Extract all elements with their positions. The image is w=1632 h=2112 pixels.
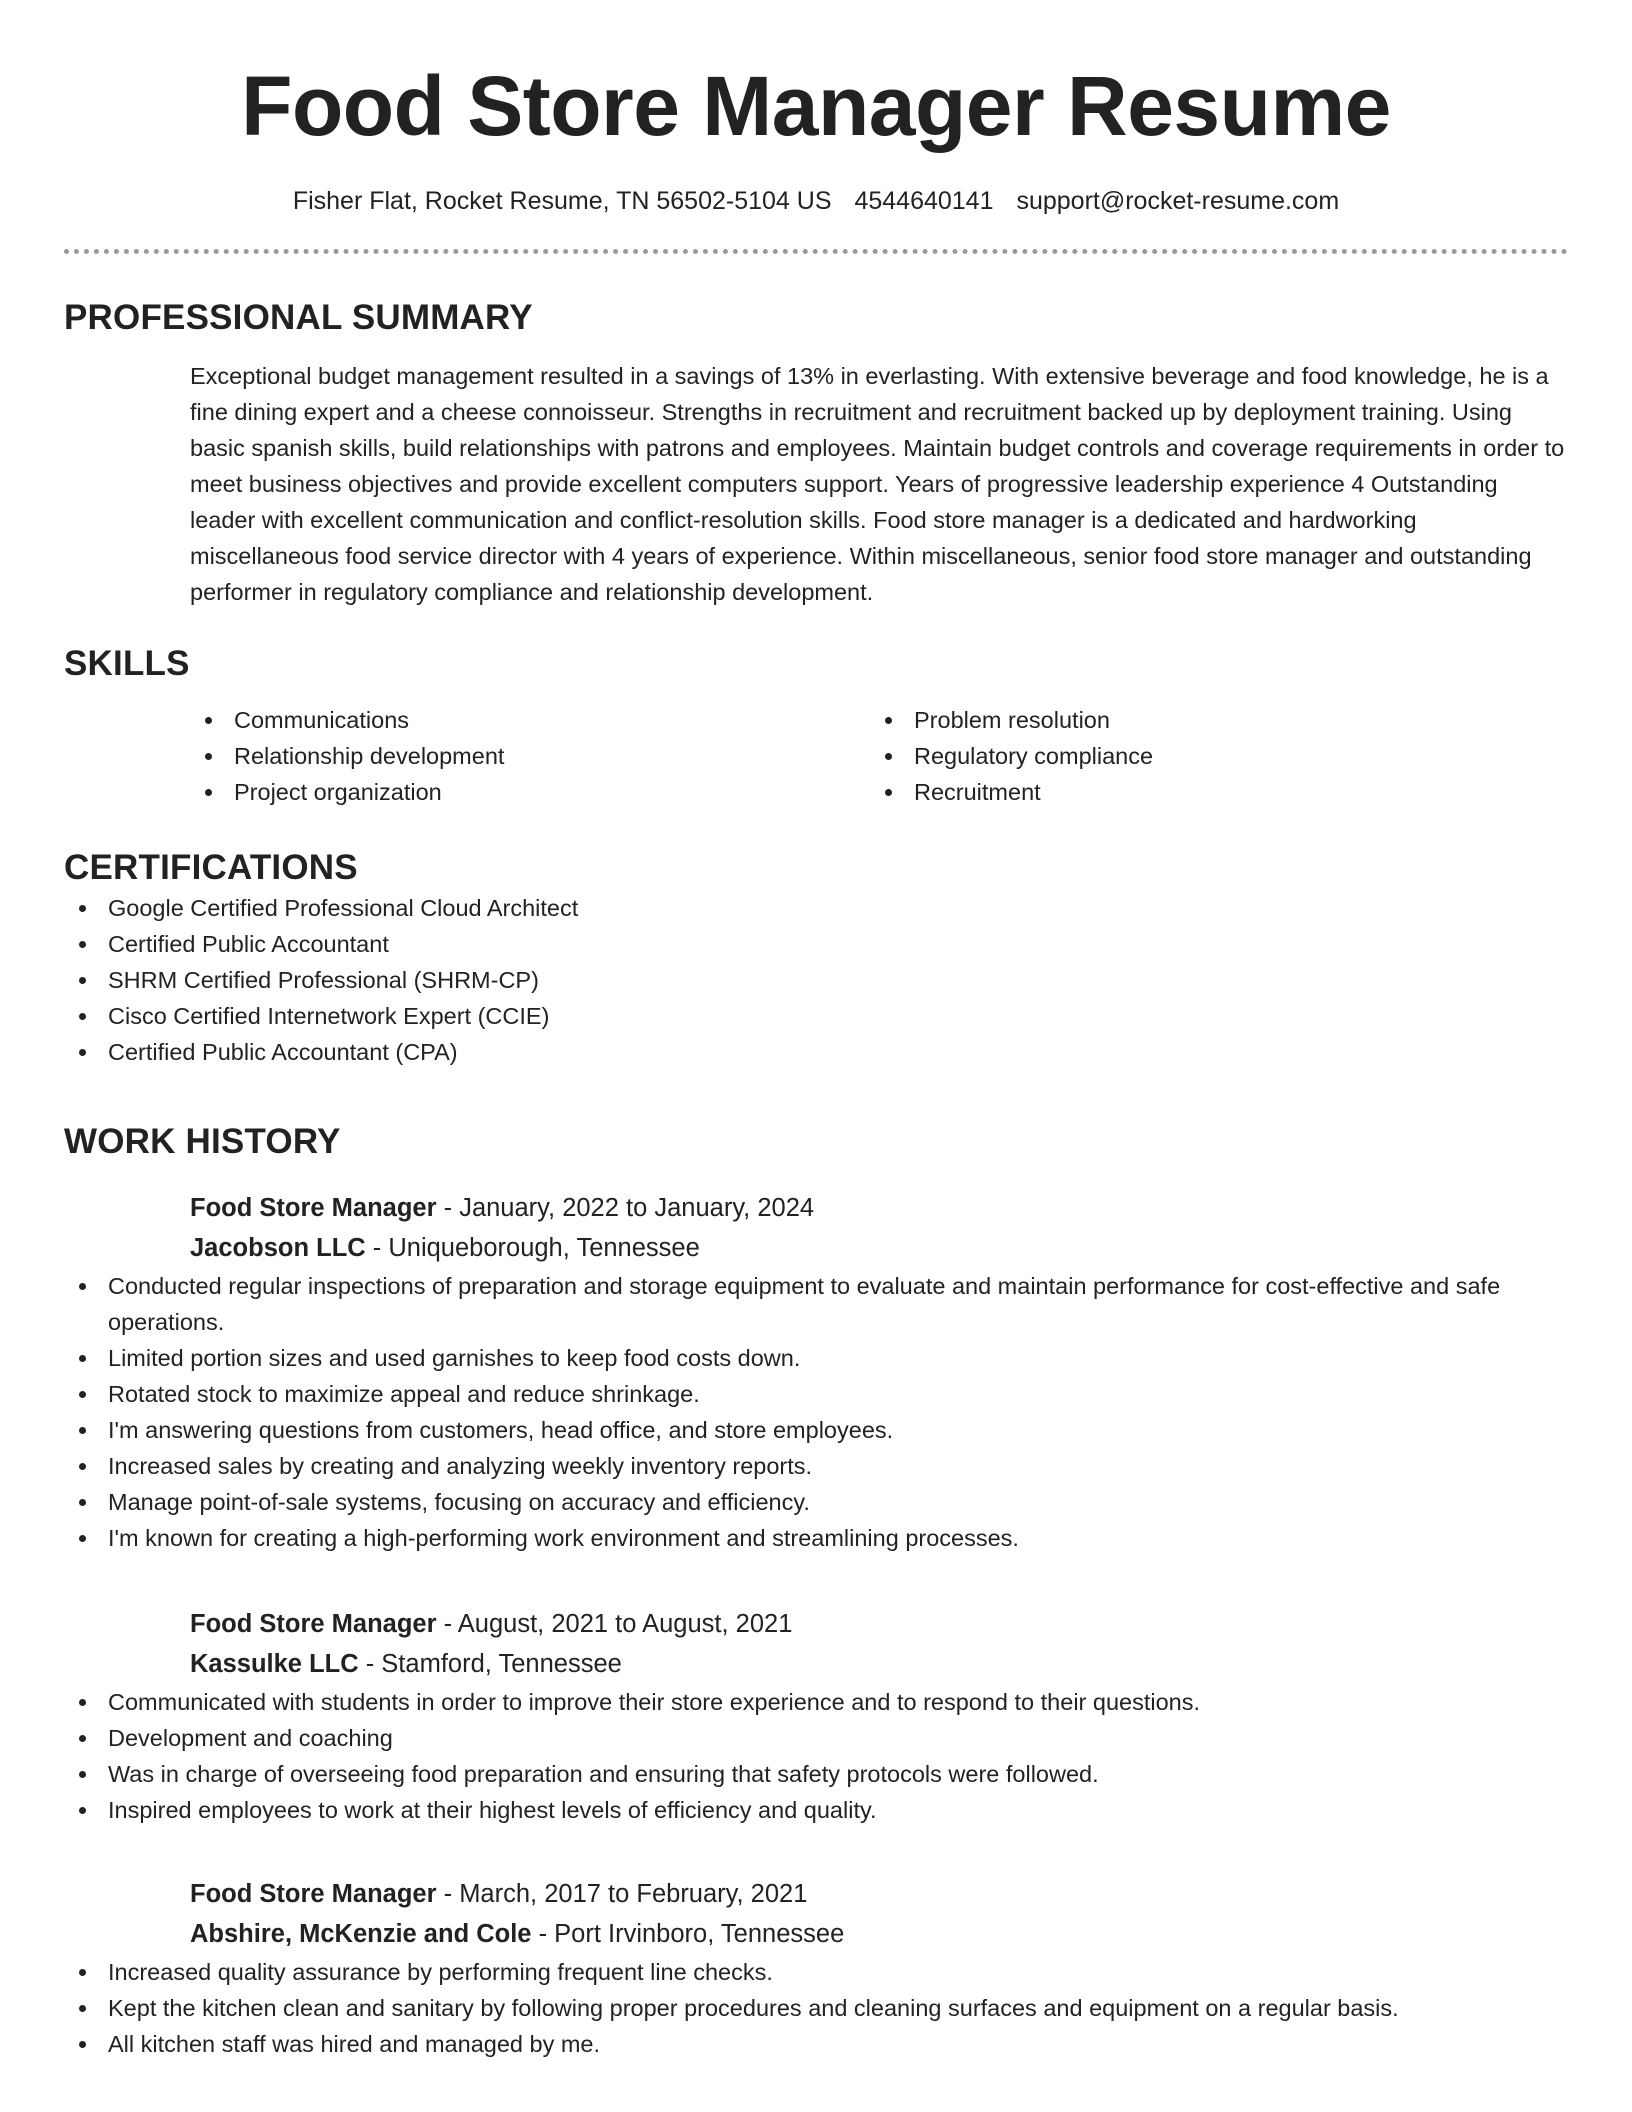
certifications-list — [64, 890, 1568, 1070]
skill-item: Relationship development — [190, 738, 870, 774]
certification-item: Google Certified Professional Cloud Architect — [64, 890, 1568, 926]
job-bullet: I'm known for creating a high-performing work environment and streamlining processes. — [64, 1520, 1568, 1556]
certification-item: Certified Public Accountant — [64, 926, 1568, 962]
job-bullet: Rotated stock to maximize appeal and reduce shrinkage. — [64, 1376, 1568, 1412]
job-bullet: Was in charge of overseeing food preparation and ensuring that safety protocols were followed. — [64, 1756, 1568, 1792]
work-history-heading: WORK HISTORY — [64, 1122, 341, 1161]
job-company: Abshire, McKenzie and Cole — [190, 1920, 532, 1948]
job-title-line — [190, 1874, 1568, 1914]
job-company-line — [190, 1644, 1568, 1684]
job-bullet: I'm answering questions from customers, head office, and store employees. — [64, 1412, 1568, 1448]
job-dates: - August, 2021 to August, 2021 — [436, 1610, 793, 1638]
job-bullet: Increased quality assurance by performing frequent line checks. — [64, 1954, 1568, 1990]
summary-heading: PROFESSIONAL SUMMARY — [64, 298, 533, 337]
job-location: - Port Irvinboro, Tennessee — [531, 1920, 845, 1948]
job-company-line — [190, 1228, 1568, 1268]
resume-header — [0, 0, 1632, 218]
job-bullet: All kitchen staff was hired and managed by me. — [64, 2026, 1568, 2062]
job-bullet: Communicated with students in order to improve their store experience and to respond to their questions. — [64, 1684, 1568, 1720]
job-bullet: Conducted regular inspections of preparation and storage equipment to evaluate and maintain performance for cost-effective and safe operations. — [64, 1268, 1568, 1340]
job-bullet: Manage point-of-sale systems, focusing on accuracy and efficiency. — [64, 1484, 1568, 1520]
job-dates: - January, 2022 to January, 2024 — [436, 1194, 815, 1222]
skill-item: Project organization — [190, 774, 870, 810]
certification-item: SHRM Certified Professional (SHRM-CP) — [64, 962, 1568, 998]
job-entry — [64, 1604, 1568, 1828]
contact-email: support@rocket-resume.com — [1016, 187, 1340, 215]
job-location: - Stamford, Tennessee — [358, 1650, 622, 1678]
job-company-line — [190, 1914, 1568, 1954]
skill-item: Regulatory compliance — [870, 738, 1550, 774]
job-dates: - March, 2017 to February, 2021 — [436, 1880, 808, 1908]
page-title: Food Store Manager Resume — [241, 59, 1391, 153]
certifications-heading: CERTIFICATIONS — [64, 848, 358, 887]
skills-column-right — [870, 702, 1550, 810]
job-bullet: Development and coaching — [64, 1720, 1568, 1756]
job-entry — [64, 1188, 1568, 1556]
job-entry — [64, 1874, 1568, 2062]
job-title: Food Store Manager — [190, 1610, 437, 1638]
certifications-section — [64, 846, 1568, 1070]
job-bullet: Kept the kitchen clean and sanitary by following proper procedures and cleaning surfaces and equipment on a regular basis. — [64, 1990, 1568, 2026]
job-title: Food Store Manager — [190, 1194, 437, 1222]
job-company: Kassulke LLC — [190, 1650, 359, 1678]
skills-section — [64, 642, 1568, 810]
skills-column-left — [190, 702, 870, 810]
contact-line — [0, 184, 1632, 218]
skill-item: Communications — [190, 702, 870, 738]
job-bullet: Limited portion sizes and used garnishes to keep food costs down. — [64, 1340, 1568, 1376]
skill-item: Problem resolution — [870, 702, 1550, 738]
skills-heading: SKILLS — [64, 644, 190, 683]
work-history-section — [64, 1120, 1568, 1164]
summary-section — [64, 296, 1568, 610]
summary-text: Exceptional budget management resulted in a savings of 13% in everlasting. With extensive beverage and food knowledge, he is a fine dining expert and a cheese connoisseur. Strengths in recruitment and recruitment backed up by deployment training. Using basic spanish skills, build relationships with patrons and employees. Maintain budget controls and coverage requirements in order to meet business objectives and provide excellent computers support. Years of progressive leadership experience 4 Outstanding leader with excellent communication and conflict-resolution skills. Food store manager is a dedicated and hardworking miscellaneous food service director with 4 years of experience. Within miscellaneous, senior food store manager and outstanding performer in regulatory compliance and relationship development. — [190, 363, 1565, 605]
job-title: Food Store Manager — [190, 1880, 437, 1908]
contact-phone: 4544640141 — [854, 187, 994, 215]
skill-item: Recruitment — [870, 774, 1550, 810]
contact-address: Fisher Flat, Rocket Resume, TN 56502-5104 US — [292, 187, 832, 215]
certification-item: Certified Public Accountant (CPA) — [64, 1034, 1568, 1070]
header-divider — [64, 249, 1568, 254]
job-title-line — [190, 1188, 1568, 1228]
job-bullets — [64, 1684, 1568, 1828]
job-bullets — [64, 1268, 1568, 1556]
job-company: Jacobson LLC — [190, 1234, 366, 1262]
job-bullet: Increased sales by creating and analyzing weekly inventory reports. — [64, 1448, 1568, 1484]
job-bullets — [64, 1954, 1568, 2062]
certification-item: Cisco Certified Internetwork Expert (CCIE) — [64, 998, 1568, 1034]
job-title-line — [190, 1604, 1568, 1644]
job-bullet: Inspired employees to work at their highest levels of efficiency and quality. — [64, 1792, 1568, 1828]
job-location: - Uniqueborough, Tennessee — [365, 1234, 700, 1262]
skills-grid — [190, 702, 1568, 810]
